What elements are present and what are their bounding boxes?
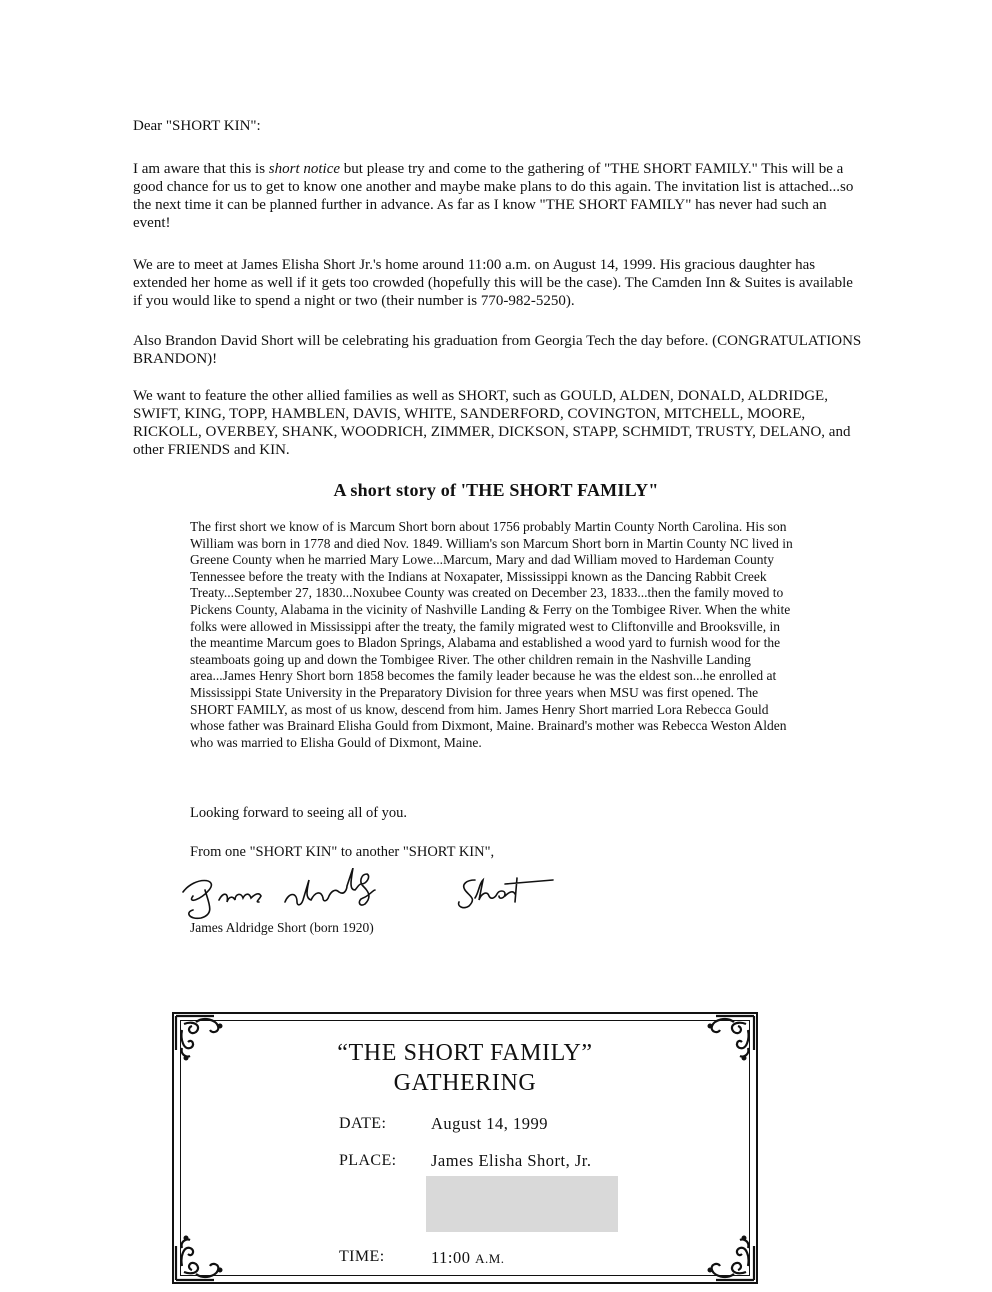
handwritten-signature <box>175 868 595 926</box>
p1-text-a: I am aware that this is <box>133 161 269 177</box>
corner-ornament-icon <box>170 1226 240 1286</box>
paragraph-invitation <box>133 160 863 232</box>
invitation-card <box>172 1012 758 1284</box>
place-label: PLACE: <box>339 1152 397 1169</box>
p1-text-b: but please try and come to the gathering of "THE SHORT FAMILY." This will be a good chance for us to get to know one another and maybe make plans to do this again. The invitation list is attached...so the next time it can be planned further in advance. As far as I know "THE SHORT FAMILY" has never had such an event! <box>133 161 854 231</box>
time-suffix: A.M. <box>475 1251 505 1266</box>
card-title-line2: GATHERING <box>393 1070 537 1096</box>
paragraph-graduation: Also Brandon David Short will be celebrating his graduation from Georgia Tech the day before. (CONGRATULATIONS BRANDON)! <box>133 333 862 367</box>
redacted-address-block <box>426 1176 618 1232</box>
salutation: Dear "SHORT KIN": <box>133 118 261 134</box>
signed-name: James Aldridge Short (born 1920) <box>190 920 374 935</box>
place-value: James Elisha Short, Jr. <box>431 1151 592 1170</box>
card-title <box>174 1038 756 1098</box>
date-label: DATE: <box>339 1115 387 1132</box>
paragraph-meeting: We are to meet at James Elisha Short Jr.'s home around 11:00 a.m. on August 14, 1999. His gracious daughter has extended her home as well if it gets too crowded (hopefully this will be the case). The Camden Inn & Suites is available if you would like to spend a night or two (their number is 770-982-5250). <box>133 257 853 309</box>
closing-from-line: From one "SHORT KIN" to another "SHORT KIN", <box>190 844 495 860</box>
date-value: August 14, 1999 <box>431 1114 549 1133</box>
closing-looking-forward: Looking forward to seeing all of you. <box>190 805 408 821</box>
time-label: TIME: <box>339 1248 385 1265</box>
paragraph-allied-families: We want to feature the other allied families as well as SHORT, such as GOULD, ALDEN, DONALD, ALDRIDGE, SWIFT, KING, TOPP, HAMBLEN, DAVIS, WHITE, SANDERFORD, COVINGTON, MITCHELL, MOORE, RICKOLL, OVERBEY, SHANK, WOODRICH, ZIMMER, DICKSON, STAPP, SCHMIDT, TRUSTY, DELANO, and other FRIENDS and KIN. <box>133 388 851 458</box>
card-title-line1: “THE SHORT FAMILY” <box>337 1040 593 1066</box>
p1-emphasis: short notice <box>268 161 341 177</box>
story-title: A short story of 'THE SHORT FAMILY" <box>333 480 659 500</box>
story-body: The first short we know of is Marcum Short born about 1756 probably Martin County North Carolina. His son William was born in 1778 and died Nov. 1849. William's son Marcum Short born in Martin County NC lived in Greene County when he married Mary Lowe...Marcum, Mary and dad William moved to Hardeman County Tennessee before the treaty with the Indians at Noxapater, Mississippi known as the Dancing Rabbit Creek Treaty...September 27, 1830...Noxubee County was created on December 23, 1833...then the family moved to Pickens County, Alabama in the vicinity of Nashville Landing & Ferry on the Tombigee River. When the white folks were allowed in Mississippi after the treaty, the family migrated west to Cliftonville and Brooksville, in the meantime Marcum goes to Bladon Springs, Alabama and established a wood yard to furnish wood for the steamboats going up and down the Tombigee River. The other children remain in the Nashville Landing area...James Henry Short born 1858 becomes the family leader because he was the eldest son...he enrolled at Mississippi State University in the Preparatory Division for three years when MSU was first opened. The SHORT FAMILY, as most of us know, descend from him. James Henry Short married Lora Rebecca Gould whose father was Brainard Elisha Gould from Dixmont, Maine. Brainard's mother was Rebecca Weston Alden who was married to Elisha Gould of Dixmont, Maine. <box>190 519 793 750</box>
time-number: 11:00 <box>431 1248 471 1267</box>
corner-ornament-icon <box>690 1226 760 1286</box>
time-value <box>431 1248 505 1268</box>
